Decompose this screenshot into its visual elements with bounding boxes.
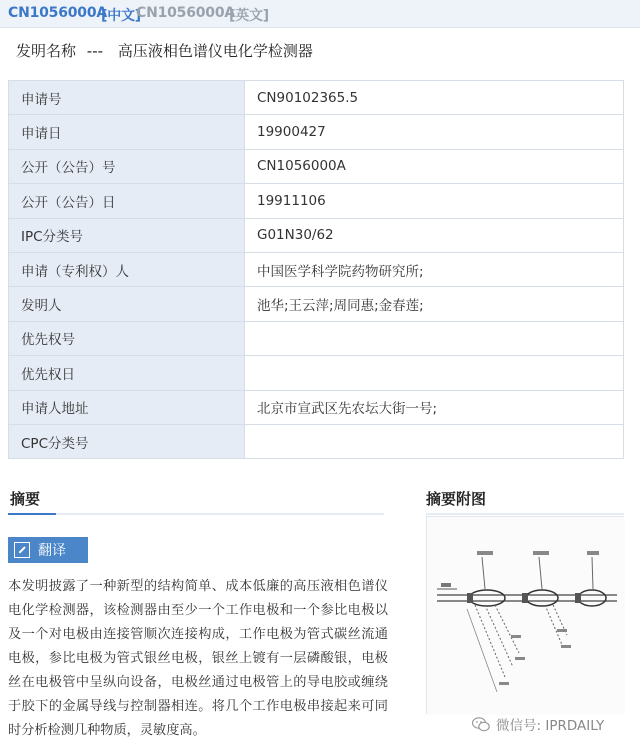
- table-key-cell: 优先权号: [9, 321, 245, 355]
- table-key-cell: 发明人: [9, 287, 245, 321]
- table-key-cell: 公开（公告）日: [9, 184, 245, 218]
- table-row: [9, 81, 624, 115]
- table-row: [9, 149, 624, 183]
- table-key-cell: 申请（专利权）人: [9, 252, 245, 286]
- table-row: [9, 424, 624, 458]
- pub-number-cn-link[interactable]: CN1056000A: [8, 5, 108, 21]
- table-row: [9, 356, 624, 390]
- invention-separator: ---: [86, 42, 104, 60]
- invention-title: [16, 40, 313, 61]
- table-row: [9, 390, 624, 424]
- table-key-cell: IPC分类号: [9, 218, 245, 252]
- lang-cn-tab[interactable]: [中文]: [101, 8, 141, 24]
- translate-label: 翻译: [38, 542, 66, 558]
- pub-number-en-link[interactable]: CN1056000A: [136, 5, 236, 21]
- table-row: [9, 287, 624, 321]
- table-value-cell: CN1056000A: [245, 149, 624, 183]
- table-value-cell: G01N30/62: [245, 218, 624, 252]
- table-value-cell: 池华;王云萍;周同惠;金春莲;: [245, 287, 624, 321]
- abstract-figure[interactable]: [426, 516, 624, 714]
- table-value-cell: CN90102365.5: [245, 81, 624, 115]
- table-key-cell: 公开（公告）号: [9, 149, 245, 183]
- abstract-text: 本发明披露了一种新型的结构简单、成本低廉的高压液相色谱仪电化学检测器，该检测器由至少一个工作电极和一个参比电极以及一个对电极由连接管顺次连接构成，工作电极为管式碳丝流通电极，参比电极为管式银丝电极，银丝上镀有一层磷酸银，电极丝在电极管中呈纵向设备，电极丝通过电极管上的导电胶或缠绕于胶下的金属导线与控制器相连。将几个工作电极串接起来可同时分析检测几种物质，灵敏度高。: [8, 579, 388, 738]
- wechat-watermark: [472, 714, 604, 734]
- table-row: [9, 184, 624, 218]
- table-value-cell: [245, 356, 624, 390]
- watermark-text: 微信号: IPRDAILY: [496, 718, 605, 734]
- lang-en-tab[interactable]: [英文]: [229, 8, 269, 24]
- detector-diagram-image: [427, 517, 625, 715]
- abstract-divider-accent: [8, 513, 56, 515]
- invention-name: 高压液相色谱仪电化学检测器: [117, 42, 313, 60]
- table-key-cell: 申请号: [9, 81, 245, 115]
- invention-label: 发明名称: [16, 42, 77, 60]
- table-value-cell: 北京市宣武区先农坛大街一号;: [245, 390, 624, 424]
- figure-divider: [426, 513, 624, 515]
- table-key-cell: 申请日: [9, 115, 245, 149]
- table-value-cell: [245, 424, 624, 458]
- table-value-cell: 19900427: [245, 115, 624, 149]
- publication-header: [0, 0, 640, 28]
- table-value-cell: 19911106: [245, 184, 624, 218]
- table-key-cell: 申请人地址: [9, 390, 245, 424]
- table-value-cell: 中国医学科学院药物研究所;: [245, 252, 624, 286]
- abstract-divider: [8, 513, 384, 515]
- table-row: [9, 218, 624, 252]
- table-key-cell: CPC分类号: [9, 424, 245, 458]
- table-key-cell: 优先权日: [9, 356, 245, 390]
- translate-button[interactable]: [8, 537, 88, 563]
- patent-info-table: [8, 80, 624, 459]
- abstract-title: 摘要: [10, 490, 41, 508]
- translate-icon: [14, 542, 30, 558]
- table-row: [9, 252, 624, 286]
- table-row: [9, 321, 624, 355]
- figure-title: 摘要附图: [426, 490, 487, 508]
- table-value-cell: [245, 321, 624, 355]
- wechat-icon: [472, 717, 490, 732]
- table-row: [9, 115, 624, 149]
